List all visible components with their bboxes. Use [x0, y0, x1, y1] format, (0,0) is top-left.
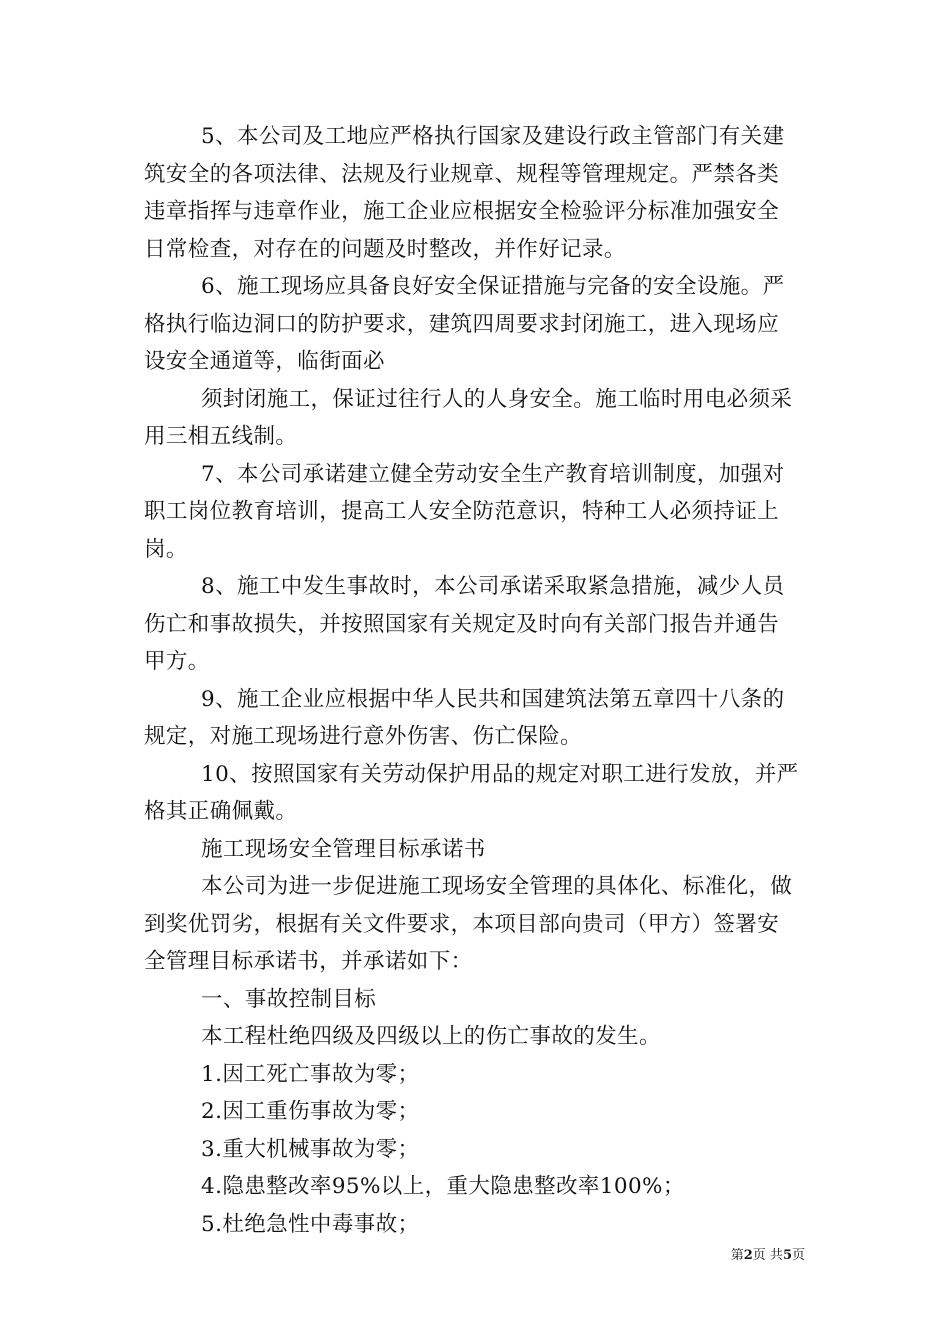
text-line: 职工岗位教育培训，提高工人安全防范意识，特种工人必须持证上: [144, 499, 780, 524]
text-line: 规定，对施工现场进行意外伤害、伤亡保险。: [144, 724, 583, 749]
text-line: 10、按照国家有关劳动保护用品的规定对职工进行发放，并严: [201, 761, 799, 787]
text-line: 须封闭施工，保证过往行人的人身安全。施工临时用电必须采: [201, 386, 793, 412]
text-line: 7、本公司承诺建立健全劳动安全生产教育培训制度，加强对: [201, 461, 785, 487]
text-line: 日常检查，对存在的问题及时整改，并作好记录。: [144, 236, 626, 262]
text-line: 施工现场安全管理目标承诺书: [201, 836, 486, 862]
section-heading: [144, 831, 806, 869]
list-item: [144, 1131, 806, 1169]
text-line: 5.杜绝急性中毒事故；: [201, 1211, 420, 1237]
text-line: 筑安全的各项法律、法规及行业规章、规程等管理规定。严禁各类: [144, 161, 780, 187]
text-line: 本工程杜绝四级及四级以上的伤亡事故的发生。: [201, 1024, 661, 1049]
paragraph-item-7: [144, 456, 806, 569]
paragraph-item-5: [144, 118, 806, 268]
paragraph-item-6: [144, 268, 806, 381]
footer-suffix: 页: [791, 1248, 805, 1263]
paragraph-intro: [144, 868, 806, 981]
paragraph-item-8: [144, 568, 806, 681]
text-line: 6、施工现场应具备良好安全保证措施与完备的安全设施。严: [201, 274, 785, 299]
text-line: 伤亡和事故损失，并按照国家有关规定及时向有关部门报告并通告: [144, 611, 780, 637]
footer-prefix: 第: [730, 1248, 744, 1263]
text-line: 设安全通道等，临街面必: [144, 349, 385, 374]
text-line: 到奖优罚劣，根据有关文件要求，本项目部向贵司（甲方）签署安: [144, 911, 780, 937]
paragraph-item-9: [144, 681, 806, 756]
text-line: 违章指挥与违章作业，施工企业应根据安全检验评分标准加强安全: [144, 199, 780, 224]
paragraph-goal: [144, 1018, 806, 1056]
text-line: 用三相五线制。: [144, 424, 298, 449]
text-line: 4.隐患整改率95%以上，重大隐患整改率100%；: [201, 1174, 685, 1199]
list-item: [144, 1093, 806, 1131]
footer-current-page: 2: [743, 1248, 753, 1263]
text-line: 9、施工企业应根据中华人民共和国建筑法第五章四十八条的: [201, 686, 785, 712]
subsection-heading: [144, 981, 806, 1019]
paragraph-item-10: [144, 756, 806, 831]
text-line: 甲方。: [144, 649, 210, 674]
text-line: 全管理目标承诺书，并承诺如下：: [144, 949, 473, 974]
text-line: 1.因工死亡事故为零；: [201, 1061, 420, 1087]
list-item: [144, 1168, 806, 1206]
text-line: 一、事故控制目标: [201, 986, 377, 1012]
page-number-footer: [731, 1248, 805, 1264]
list-item: [144, 1206, 806, 1244]
text-line: 岗。: [144, 536, 188, 562]
text-line: 2.因工重伤事故为零；: [201, 1099, 420, 1124]
list-item: [144, 1056, 806, 1094]
text-line: 3.重大机械事故为零；: [201, 1136, 420, 1162]
text-line: 5、本公司及工地应严格执行国家及建设行政主管部门有关建: [201, 124, 785, 149]
text-line: 格执行临边洞口的防护要求，建筑四周要求封闭施工，进入现场应: [144, 311, 780, 337]
text-line: 格其正确佩戴。: [144, 799, 298, 824]
text-line: 8、施工中发生事故时，本公司承诺采取紧急措施，减少人员: [201, 574, 785, 599]
document-body: [144, 118, 806, 1243]
paragraph-item-6-continued: [144, 381, 806, 456]
footer-middle: 页 共: [752, 1248, 783, 1263]
text-line: 本公司为进一步促进施工现场安全管理的具体化、标准化，做: [201, 874, 793, 899]
footer-total-pages: 5: [782, 1248, 792, 1263]
